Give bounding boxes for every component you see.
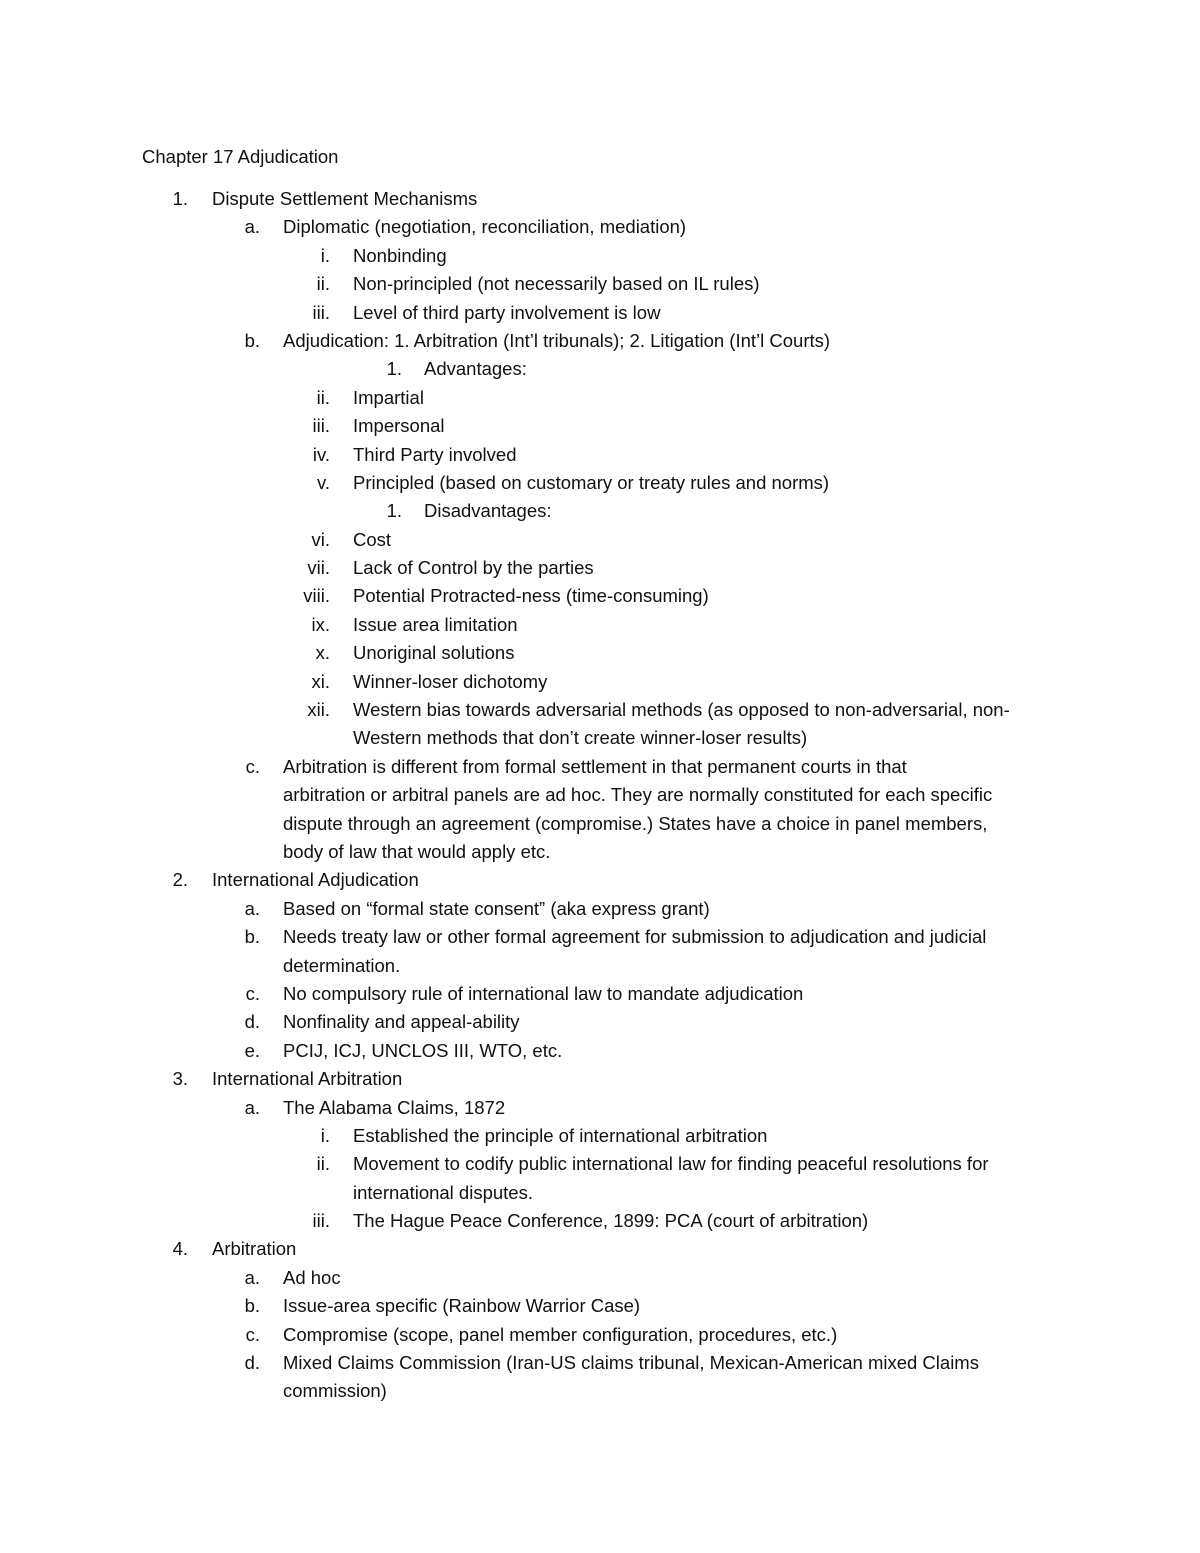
list-marker: iii. <box>312 301 330 323</box>
list-marker: xi. <box>311 670 330 692</box>
list-marker: xii. <box>307 699 330 721</box>
list-item <box>0 299 1200 327</box>
list-marker: iii. <box>312 415 330 437</box>
list-item-text: Principled (based on customary or treaty rules and norms) <box>353 471 830 493</box>
list-item <box>0 952 1200 980</box>
list-item-text: Advantages: <box>424 358 527 380</box>
list-item-text: Issue-area specific (Rainbow Warrior Case) <box>283 1295 641 1317</box>
list-item <box>0 1321 1200 1349</box>
list-item <box>0 1065 1200 1093</box>
list-item <box>0 1037 1200 1065</box>
list-item-text: Arbitration is different from formal settlement in that permanent courts in that <box>283 755 907 777</box>
list-item-text: dispute through an agreement (compromise.) States have a choice in panel members, <box>283 812 988 834</box>
list-marker: ix. <box>311 613 330 635</box>
list-marker: x. <box>315 642 330 664</box>
list-item <box>0 441 1200 469</box>
list-item-text: Nonfinality and appeal-ability <box>283 1011 520 1033</box>
list-item <box>0 611 1200 639</box>
list-item-text: commission) <box>283 1380 387 1402</box>
list-item-text: Winner-loser dichotomy <box>353 670 548 692</box>
list-item-text: International Adjudication <box>212 869 419 891</box>
list-item-text: Arbitration <box>212 1238 297 1260</box>
list-marker: a. <box>244 897 260 919</box>
list-item-text: Western bias towards adversarial methods (as opposed to non-adversarial, non- <box>353 699 1010 721</box>
list-item <box>0 1235 1200 1263</box>
list-item <box>0 781 1200 809</box>
list-item <box>0 213 1200 241</box>
list-item <box>0 1179 1200 1207</box>
list-item-text: Adjudication: 1. Arbitration (Int’l tribunals); 2. Litigation (Int’l Courts) <box>283 329 831 351</box>
list-marker: b. <box>244 926 260 948</box>
list-item-text: international disputes. <box>353 1181 533 1203</box>
list-item <box>0 497 1200 525</box>
list-marker: vii. <box>307 557 330 579</box>
list-marker: a. <box>244 1096 260 1118</box>
list-marker: ii. <box>316 1153 330 1175</box>
list-item <box>0 866 1200 894</box>
list-item-text: Potential Protracted-ness (time-consuming) <box>353 585 709 607</box>
list-marker: i. <box>320 244 330 266</box>
list-item-text: Third Party involved <box>353 443 517 465</box>
list-item <box>0 412 1200 440</box>
list-item-text: Needs treaty law or other formal agreement for submission to adjudication and judicial <box>283 926 987 948</box>
list-item <box>0 242 1200 270</box>
list-item-text: Disadvantages: <box>424 500 552 522</box>
list-item-text: Nonbinding <box>353 244 447 266</box>
list-marker: iii. <box>312 1210 330 1232</box>
list-item-text: Impartial <box>353 386 424 408</box>
list-item-text: The Alabama Claims, 1872 <box>283 1096 506 1118</box>
list-item-text: Movement to codify public international law for finding peaceful resolutions for <box>353 1153 989 1175</box>
list-item <box>0 185 1200 213</box>
document-title: Chapter 17 Adjudication <box>142 146 339 167</box>
list-item <box>0 1377 1200 1405</box>
list-item-text: body of law that would apply etc. <box>283 840 551 862</box>
list-item <box>0 1264 1200 1292</box>
list-item <box>0 554 1200 582</box>
list-marker: 1. <box>172 188 188 209</box>
list-item-text: Dispute Settlement Mechanisms <box>212 188 478 209</box>
list-item-text: Lack of Control by the parties <box>353 557 594 579</box>
list-item-text: International Arbitration <box>212 1068 403 1090</box>
list-marker: ii. <box>316 386 330 408</box>
list-marker: a. <box>244 216 260 238</box>
outline-list <box>0 185 1200 1406</box>
list-item <box>0 270 1200 298</box>
list-item-text: determination. <box>283 954 401 976</box>
list-item-text: Compromise (scope, panel member configuration, procedures, etc.) <box>283 1323 838 1345</box>
list-marker: b. <box>244 329 260 351</box>
list-item <box>0 1349 1200 1377</box>
list-marker: 3. <box>172 1068 188 1090</box>
list-marker: b. <box>244 1295 260 1317</box>
list-item-text: Established the principle of international arbitration <box>353 1124 768 1146</box>
list-item <box>0 980 1200 1008</box>
list-marker: 1. <box>386 500 402 522</box>
list-item <box>0 810 1200 838</box>
list-item-text: PCIJ, ICJ, UNCLOS III, WTO, etc. <box>283 1039 563 1061</box>
list-item <box>0 1207 1200 1235</box>
list-marker: v. <box>316 471 330 493</box>
list-item <box>0 753 1200 781</box>
list-marker: 4. <box>172 1238 188 1260</box>
list-marker: c. <box>245 755 260 777</box>
list-marker: iv. <box>312 443 330 465</box>
list-item-text: Impersonal <box>353 415 445 437</box>
list-item-text: Mixed Claims Commission (Iran-US claims tribunal, Mexican-American mixed Claims <box>283 1352 979 1374</box>
list-item <box>0 668 1200 696</box>
list-item-text: Based on “formal state consent” (aka express grant) <box>283 897 710 919</box>
list-item <box>0 327 1200 355</box>
list-marker: a. <box>244 1266 260 1288</box>
list-item-text: arbitration or arbitral panels are ad hoc. They are normally constituted for each specific <box>283 784 993 806</box>
list-marker: vi. <box>311 528 330 550</box>
list-marker: d. <box>244 1011 260 1033</box>
list-item <box>0 895 1200 923</box>
list-item <box>0 1094 1200 1122</box>
list-item <box>0 526 1200 554</box>
list-marker: d. <box>244 1352 260 1374</box>
list-item-text: Level of third party involvement is low <box>353 301 661 323</box>
list-item <box>0 639 1200 667</box>
list-item <box>0 469 1200 497</box>
list-marker: 2. <box>172 869 188 891</box>
list-item-text: Cost <box>353 528 392 550</box>
list-item <box>0 724 1200 752</box>
list-item-text: Unoriginal solutions <box>353 642 515 664</box>
list-item <box>0 923 1200 951</box>
list-item <box>0 1150 1200 1178</box>
list-marker: 1. <box>386 358 402 380</box>
list-item-text: The Hague Peace Conference, 1899: PCA (court of arbitration) <box>353 1210 869 1232</box>
list-marker: viii. <box>303 585 330 607</box>
list-item-text: No compulsory rule of international law to mandate adjudication <box>283 982 804 1004</box>
list-item <box>0 582 1200 610</box>
list-item <box>0 1008 1200 1036</box>
list-marker: c. <box>245 982 260 1004</box>
list-item <box>0 384 1200 412</box>
list-marker: c. <box>245 1323 260 1345</box>
list-marker: ii. <box>316 273 330 295</box>
list-item <box>0 355 1200 383</box>
list-item-text: Ad hoc <box>283 1266 341 1288</box>
list-marker: e. <box>244 1039 260 1061</box>
list-marker: i. <box>320 1124 330 1146</box>
list-item <box>0 1292 1200 1320</box>
list-item-text: Western methods that don’t create winner-loser results) <box>353 727 808 749</box>
list-item <box>0 838 1200 866</box>
list-item <box>0 696 1200 724</box>
list-item <box>0 1122 1200 1150</box>
list-item-text: Diplomatic (negotiation, reconciliation, mediation) <box>283 216 687 238</box>
list-item-text: Non-principled (not necessarily based on IL rules) <box>353 273 760 295</box>
list-item-text: Issue area limitation <box>353 613 518 635</box>
